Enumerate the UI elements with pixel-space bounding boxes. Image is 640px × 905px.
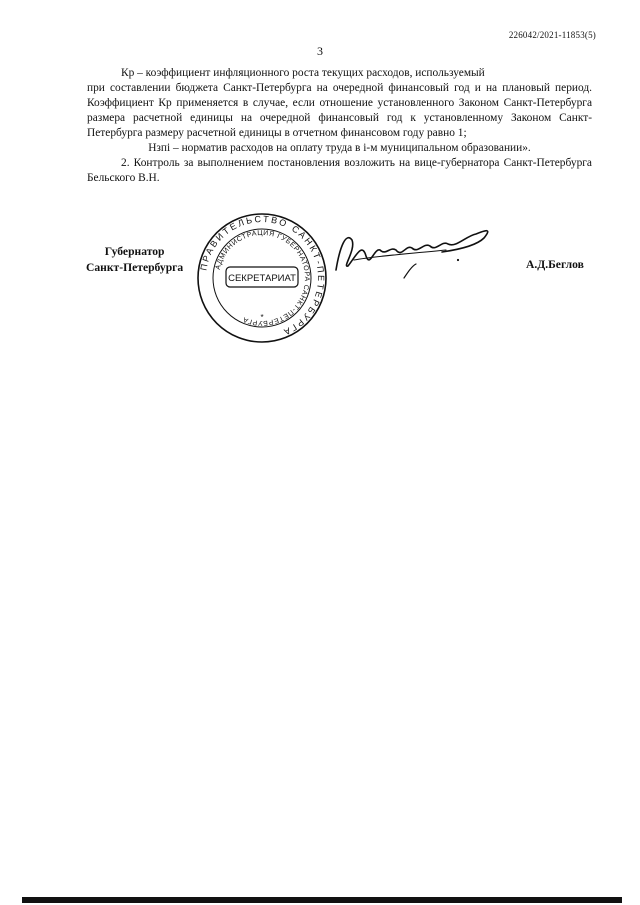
signatory-name: А.Д.Беглов — [526, 258, 584, 271]
signatory-title-line2: Санкт-Петербурга — [86, 261, 184, 274]
stamp-inner-text: АДМИНИСТРАЦИЯ ГУБЕРНАТОРА САНКТ-ПЕТЕРБУРГА — [214, 229, 311, 327]
stamp-star-icon: * — [260, 313, 264, 322]
paragraph-nzp: Нзпi – норматив расходов на оплату труда в i-м муниципальном образовании». — [148, 142, 531, 154]
official-seal-stamp — [196, 212, 328, 344]
document-reference-number: 226042/2021-11853(5) — [508, 30, 596, 40]
stamp-outer-text: ПРАВИТЕЛЬСТВО САНКТ-ПЕТЕРБУРГА — [198, 213, 327, 338]
stamp-center-text: СЕКРЕТАРИАТ — [228, 273, 296, 284]
paragraph-control: 2. Контроль за выполнением постановления возложить на вице-губернатора Санкт-Петербурга Бельского В.Н. — [87, 157, 592, 184]
signatory-title — [86, 244, 183, 276]
document-body — [87, 66, 592, 186]
page-number: 3 — [317, 44, 323, 58]
signatory-title-line1: Губернатор — [104, 245, 165, 258]
paragraph-kr-rest: при составлении бюджета Санкт-Петербурга на очередной финансовый год и на плановый период. Коэффициент Кр применяется в случае, если отношение установленного Законом Санкт-Петербурга размера расчетной единицы на очередной финансовый год к установленному Законом Санкт-Петербурга размеру расчетной единицы в отчетном финансовом году равно 1; — [87, 82, 592, 139]
page-bottom-edge — [22, 897, 622, 903]
handwritten-signature — [316, 220, 494, 290]
paragraph-kr-line1: Кр – коэффициент инфляционного роста текущих расходов, используемый — [121, 67, 485, 79]
